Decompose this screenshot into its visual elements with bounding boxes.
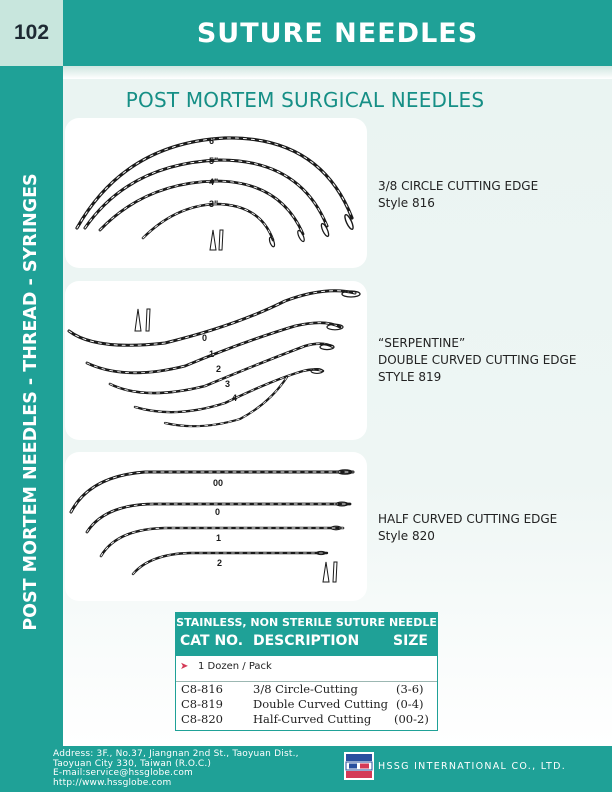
table-row bbox=[176, 697, 437, 712]
product-style-name: HALF CURVED CUTTING EDGE bbox=[378, 512, 558, 526]
size-label: 3" bbox=[209, 199, 219, 209]
size-label: 1 bbox=[209, 349, 215, 359]
needle-illustration-820 bbox=[65, 452, 367, 601]
size-range: (00-2) bbox=[394, 712, 429, 726]
company-name: HSSG INTERNATIONAL CO., LTD. bbox=[378, 761, 567, 772]
product-style-number: Style 820 bbox=[378, 529, 435, 543]
size-label: 4" bbox=[209, 177, 219, 187]
product-style-number: STYLE 819 bbox=[378, 370, 442, 384]
column-header-description: DESCRIPTION bbox=[253, 633, 360, 649]
needle-panel-819 bbox=[65, 281, 367, 440]
size-label: 5" bbox=[209, 156, 219, 166]
table-header bbox=[176, 613, 437, 656]
product-style-detail: DOUBLE CURVED CUTTING EDGE bbox=[378, 353, 577, 367]
header-bar bbox=[63, 0, 612, 66]
needle-panel-816 bbox=[65, 118, 367, 268]
cat-number: C8-819 bbox=[181, 697, 223, 711]
product-style-name: “SERPENTINE” bbox=[378, 336, 466, 350]
product-description-816 bbox=[378, 178, 538, 212]
description: Double Curved Cutting bbox=[253, 697, 388, 711]
company-address bbox=[53, 750, 299, 788]
size-label: 2 bbox=[217, 558, 223, 568]
table-row bbox=[176, 712, 437, 727]
product-style-name: 3/8 CIRCLE CUTTING EDGE bbox=[378, 179, 539, 193]
product-table: STAINLESS, NON STERILE SUTURE NEEDLE CAT NO. DESCRIPTION SIZE ➤ 1 Dozen / Pack C8-816 3/8 Circle-Cutting (3-6) C8-819 Double Curved Cutting (0-4) C8-820 Half-Curved Cutting (00-2) bbox=[175, 612, 438, 731]
hssg-logo-icon bbox=[344, 752, 374, 780]
needle-illustration-819 bbox=[65, 281, 367, 440]
sidebar-label: POST MORTEM NEEDLES - THREAD - SYRINGES bbox=[21, 173, 41, 631]
size-label: 0 bbox=[202, 333, 208, 343]
website-link[interactable]: http://www.hssglobe.com bbox=[53, 777, 172, 788]
table-caption: STAINLESS, NON STERILE SUTURE NEEDLE bbox=[176, 616, 437, 629]
size-label: 4 bbox=[232, 393, 238, 403]
size-label: 00 bbox=[213, 478, 224, 488]
column-header-size: SIZE bbox=[392, 633, 428, 649]
company-logo bbox=[344, 752, 374, 780]
table-row bbox=[176, 682, 437, 697]
bullet-icon: ➤ bbox=[180, 661, 189, 672]
page-number: 102 bbox=[0, 0, 63, 66]
size-label: 2 bbox=[216, 364, 222, 374]
size-label: 0 bbox=[215, 507, 221, 517]
column-header-cat: CAT NO. bbox=[180, 633, 244, 649]
product-description-819 bbox=[378, 335, 576, 386]
size-label: 3 bbox=[225, 379, 231, 389]
cat-number: C8-816 bbox=[181, 682, 223, 696]
header-strip bbox=[63, 66, 612, 79]
address-line: Taoyuan City 330, Taiwan (R.O.C.) bbox=[53, 758, 212, 769]
product-description-820 bbox=[378, 511, 557, 545]
page-title: SUTURE NEEDLES bbox=[196, 17, 479, 49]
section-subtitle: POST MORTEM SURGICAL NEEDLES bbox=[125, 88, 485, 112]
product-style-number: Style 816 bbox=[378, 196, 435, 210]
cat-number: C8-820 bbox=[181, 712, 223, 726]
size-range: (3-6) bbox=[396, 682, 424, 696]
size-label: 6" bbox=[209, 136, 219, 146]
size-label: 1 bbox=[216, 533, 222, 543]
size-range: (0-4) bbox=[396, 697, 424, 711]
address-line: Address: 3F., No.37, Jiangnan 2nd St., Taoyuan Dist., bbox=[53, 749, 299, 759]
email-link[interactable]: E-mail:service@hssglobe.com bbox=[53, 768, 194, 779]
description: 3/8 Circle-Cutting bbox=[253, 682, 358, 696]
description: Half-Curved Cutting bbox=[253, 712, 372, 726]
needle-illustration-816 bbox=[65, 118, 367, 268]
needle-panel-820 bbox=[65, 452, 367, 601]
